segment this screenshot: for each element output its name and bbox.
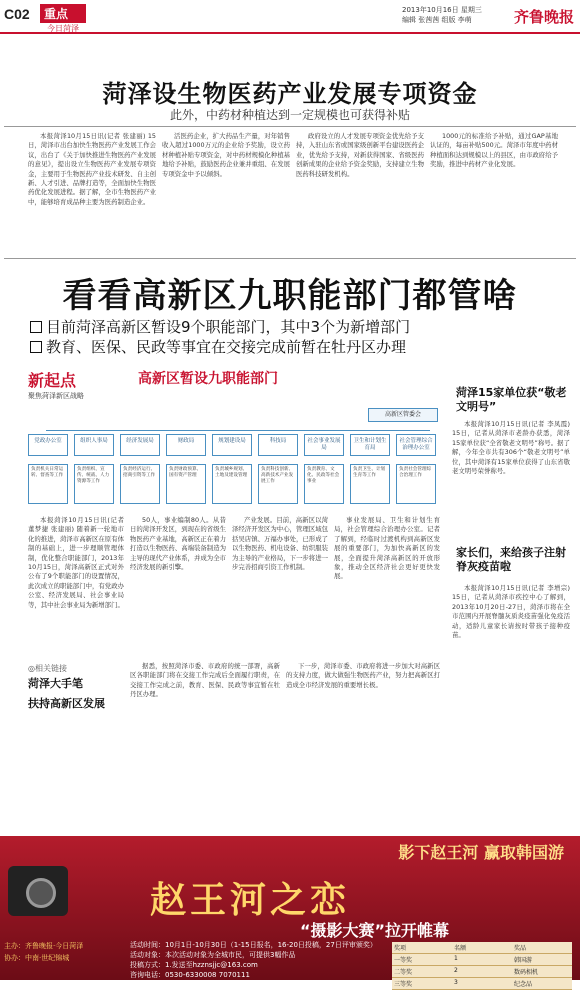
dept-node: 卫生和计划生育局 xyxy=(350,434,390,456)
dept-duty: 负责财政预算、国有资产管理 xyxy=(166,464,206,504)
prize-cell: 2 xyxy=(454,967,458,974)
ad-title: 赵王河之恋 xyxy=(150,879,351,921)
dept-duty: 负责科技创新、高新技术产业发展工作 xyxy=(258,464,298,504)
diagram-root-node: 高新区管委会 xyxy=(368,408,438,422)
dept-node: 财政局 xyxy=(166,434,206,456)
dept-node: 党政办公室 xyxy=(28,434,68,456)
dept-duty: 负责经济运行、招商引资等工作 xyxy=(120,464,160,504)
sidebar-story2-body: 本报菏泽10月15日讯(记者 李增宗) 15日，记者从菏泽市疾控中心了解到，2013年10月20日-27日，菏泽市将在全市范围内开展脊髓灰质炎疫苗强化免疫活动，适龄儿童家长请按时带孩子接种疫苗。 xyxy=(452,584,570,640)
related-tag: ◎相关链接 xyxy=(28,664,67,673)
dept-duty: 负责教育、文化、民政等社会事业 xyxy=(304,464,344,504)
dept-node: 组织人事局 xyxy=(74,434,114,456)
prize-cell: 数码相机 xyxy=(514,969,539,976)
article2-col6: 下一步，菏泽市委、市政府将进一步加大对高新区的支持力度，做大做强生物医药产业，努力把高新区打造成全市经济发展的重要增长极。 xyxy=(286,662,440,689)
prize-cell: 3 xyxy=(454,979,458,986)
section-badge xyxy=(40,4,86,33)
dept-node: 经济发展局 xyxy=(120,434,160,456)
ad-info: 活动时间：10月1日-10月30日（1-15日报名，16-20日投稿，27日评审颁奖） 活动对象：本次活动对象为全城市民，可提供3幅作品 投稿方式：1.发送至hzznsjjc@163.com 咨询电话：0530-6330008 7070111 xyxy=(130,941,377,979)
article2-col4: 事业发展局、卫生和计划生育局，社会管理综合治理办公室。记者了解到，经临时过渡机构到高新区发展的重要部门，为加快高新区的发展，全面提升菏泽高新区的开放形象，推动全区经济社会更好更快发展。 xyxy=(334,516,440,581)
article1-col4: 1000元的标准给予补贴，通过GAP基地认证的，每亩补贴500元。菏泽市年度中药材种植面积达到规模以上的县区，由市政府给予奖励，推进中药材产业化发展。 xyxy=(430,132,558,169)
checkbox-icon xyxy=(30,341,42,353)
photo-contest-ad xyxy=(0,836,580,988)
article1-col1: 本报菏泽10月15日讯(记者 张建丽) 15日，菏泽市出台加快生物医药产业发展工作会议，出台了《关于加快推进生物医药产业发展的意见》，提出设立生物医药产业发展专项资金，主要用于生物医药产业技术研发、自主创新、人才引进、品牌打造等，全面加快生物医药优化发展进程。据了解，全市生物医药产业中，能够培育成品种主要为医药制造企业。 xyxy=(28,132,156,206)
checkbox-icon xyxy=(30,321,42,333)
article2-col5: 据悉，按照菏泽市委、市政府的统一部署，高新区各职能部门将在交接工作完成后全面履行职责，在交接工作完成之前，教育、医保、民政等事宜暂在牡丹区办理。 xyxy=(130,662,280,699)
dept-node: 规划建设局 xyxy=(212,434,252,456)
related-title: 扶持高新区发展 xyxy=(28,697,105,710)
prize-row xyxy=(392,942,572,954)
prize-cell: 二等奖 xyxy=(394,969,413,976)
issue-date: 2013年10月16日 星期三 xyxy=(402,6,482,14)
sidebar-story1-headline: 菏泽15家单位获“敬老文明号” xyxy=(456,386,567,413)
prize-cell: 韩国游 xyxy=(514,957,533,964)
dept-duty: 负责社会管理综合治理工作 xyxy=(396,464,436,504)
section-title: 重点 xyxy=(40,4,86,23)
article2-sub2: 教育、医保、民政等事宜在交接完成前暂在牡丹区办理 xyxy=(30,336,406,357)
article2-col1: 本报菏泽10月15日讯(记者 董梦捷 张建丽) 随着新一轮地市化的推进，菏泽市高新区在原有体制的基础上，进一步理顺管理体制，优化整合职能部门，2013年10月15日，菏泽高新区正式对外公布了9个职能部门的设置情况，此次成立的职能部门中，有党政办公室、经济发展局、社会事业局等，其中社会事业局为新增部门。 xyxy=(28,516,124,609)
dept-duty: 负责组织、宣传、统战、人力资源等工作 xyxy=(74,464,114,504)
prize-cell: 名额 xyxy=(454,945,467,952)
prize-row xyxy=(392,966,572,978)
prize-cell: 奖品 xyxy=(514,945,527,952)
dept-duty: 负责卫生、计划生育等工作 xyxy=(350,464,390,504)
page-header xyxy=(0,0,580,34)
newspaper-logo: 齐鲁晚报 xyxy=(513,8,574,26)
dept-node: 社会事业发展局 xyxy=(304,434,344,456)
dept-node: 科技局 xyxy=(258,434,298,456)
prize-cell: 三等奖 xyxy=(394,981,413,988)
issue-meta xyxy=(402,5,482,25)
ad-sponsors: 主办：齐鲁晚报·今日菏泽 协办：中南·世纪锦城 xyxy=(4,942,84,962)
sidebar-story2-headline: 家长们，来给孩子注射脊灰疫苗啦 xyxy=(456,546,566,573)
prize-cell: 纪念品 xyxy=(514,981,533,988)
dept-duty: 负责机关日常运转、督查等工作 xyxy=(28,464,68,504)
article1-col3: 政府设立的人才发展专项资金优先给予支持，入驻山东省或国家级创新平台建设医药企业，优先给予支持，对新获得国家、省级医药创新成果的企业给予资金奖励，支持建立生物医药科技研发机构。 xyxy=(296,132,424,178)
diagram-title: 高新区暂设九职能部门 xyxy=(138,371,278,387)
section-subtitle: 今日菏泽 xyxy=(47,24,79,33)
article2-sub1: 目前菏泽高新区暂设9个职能部门，其中3个为新增部门 xyxy=(30,316,410,337)
prize-row xyxy=(392,978,572,990)
article1-subhead: 此外，中药材种植达到一定规模也可获得补贴 xyxy=(169,108,410,122)
org-diagram xyxy=(28,368,444,508)
diagram-logo: 新起点 聚焦菏泽新区战略 xyxy=(28,371,84,400)
article1-headline: 菏泽设生物医药产业发展专项资金 xyxy=(102,80,478,108)
prize-table xyxy=(392,942,572,990)
article1-col2: 活医药企业，扩大药品生产量，对年销售收入超过1000万元的企业给予奖励，设立药材种植补贴专项资金，对中药材规模化种植基地给予补贴，鼓励医药企业兼并重组、在发展专项资金中予以倾斜。 xyxy=(162,132,290,178)
article2-col2: 50人，事业编制80人。从昔日的菏泽开发区，到现在的省级生物医药产业基地，高新区正在着力打造以生物医药、高端装备制造为主导的现代产业体系，并成为全市经济发展的新引擎。 xyxy=(130,516,226,572)
prize-row xyxy=(392,954,572,966)
ad-subtitle: “摄影大赛”拉开帷幕 xyxy=(300,921,450,940)
dept-node: 社会管理综合治理办公室 xyxy=(396,434,436,456)
prize-cell: 1 xyxy=(454,955,458,962)
article2-col3: 产业发展。目前，高新区以菏泽经济开发区为中心，管理区域包括吴店镇、万福办事处，已形成了以生物医药、机电设备、纺织服装为主导的产业格局，下一步将进一步完善招商引资工作机制。 xyxy=(232,516,328,572)
issue-editors: 编辑 张茜茜 组版 李萌 xyxy=(402,16,472,24)
related-title: 菏泽大手笔 xyxy=(28,677,83,690)
camera-icon xyxy=(8,866,68,916)
divider xyxy=(4,258,576,259)
article2-headline: 看看高新区九职能部门都管啥 xyxy=(62,276,518,316)
prize-cell: 一等奖 xyxy=(394,957,413,964)
sidebar-story1-body: 本报菏泽10月15日讯(记者 李凤霞) 15日，记者从菏泽市老龄办获悉，菏泽15家单位获“全省敬老文明号”称号。据了解，今年全市共有306个“敬老文明号”单位，其中菏泽有15家单位获得了山东省敬老文明号荣誉称号。 xyxy=(452,420,570,476)
prize-cell: 奖项 xyxy=(394,945,407,952)
diagram-connector xyxy=(46,430,430,431)
dept-duty: 负责城乡规划、土地及建设管理 xyxy=(212,464,252,504)
divider xyxy=(4,126,576,127)
ad-banner: 影下赵王河 赢取韩国游 xyxy=(398,843,564,862)
related-link-box xyxy=(28,663,128,714)
page-number: C02 xyxy=(4,6,30,22)
